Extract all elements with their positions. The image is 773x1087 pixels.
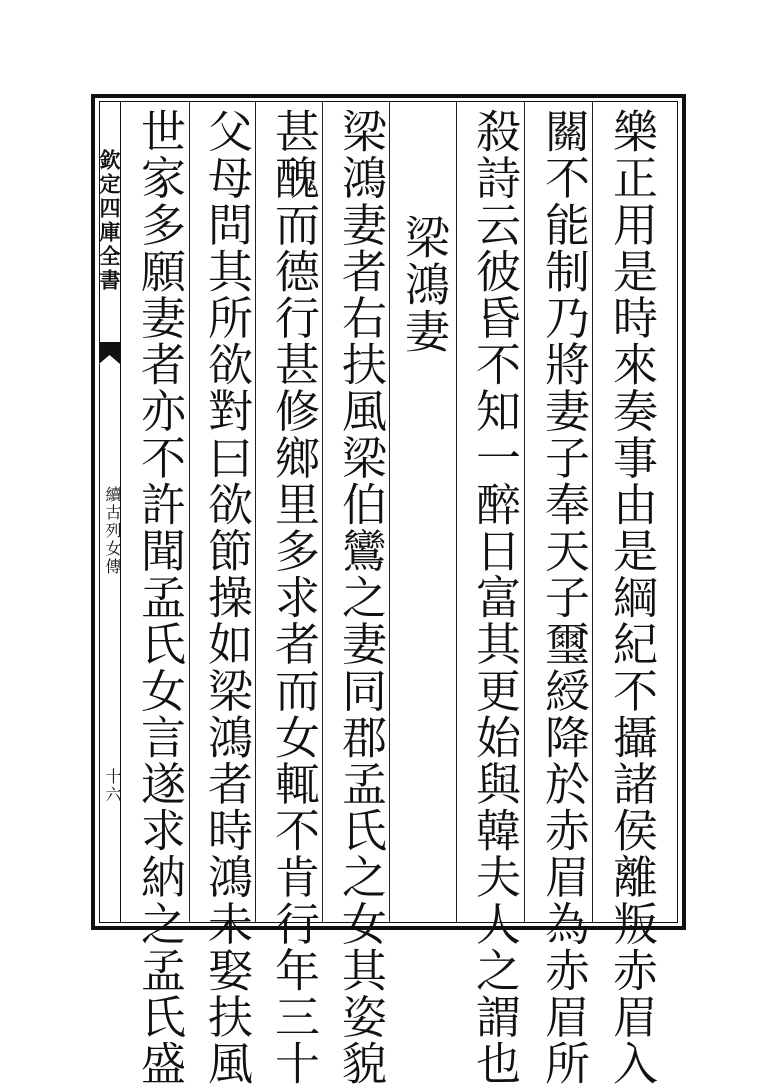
text-column-4: 梁鴻妻者右扶風梁伯鸞之妻同郡孟氏之女其姿貌 xyxy=(334,108,387,1087)
column-rule xyxy=(255,101,256,923)
column-rule xyxy=(322,101,323,923)
page-number: 十六 xyxy=(103,768,122,804)
text-column-2: 關不能制乃將妻子奉天子璽綬降於赤眉為赤眉所 xyxy=(537,108,590,1087)
text-column-1: 樂正用是時來奏事由是綱紀不攝諸侯離叛赤眉入 xyxy=(605,108,658,1087)
text-column-3: 殺詩云彼昏不知一醉日富其更始與韓夫人之謂也 xyxy=(468,108,521,1087)
fish-tail-mark xyxy=(99,342,120,364)
section-heading: 梁鴻妻 xyxy=(397,214,450,355)
text-column-5: 甚醜而德行甚修鄉里多求者而女輒不肯行年三十 xyxy=(267,108,320,1087)
text-column-7: 世家多願妻者亦不許聞孟氏女言遂求納之孟氏盛 xyxy=(133,108,186,1087)
edition-title: 欽定四庫全書 xyxy=(97,149,122,293)
column-rule xyxy=(389,101,390,923)
column-rule xyxy=(456,101,457,923)
column-rule xyxy=(189,101,190,923)
column-rule xyxy=(592,101,593,923)
book-title: 續古列女傳 xyxy=(103,486,122,576)
column-rule xyxy=(524,101,525,923)
text-column-6: 父母問其所欲對曰欲節操如梁鴻者時鴻未娶扶風 xyxy=(200,108,253,1087)
